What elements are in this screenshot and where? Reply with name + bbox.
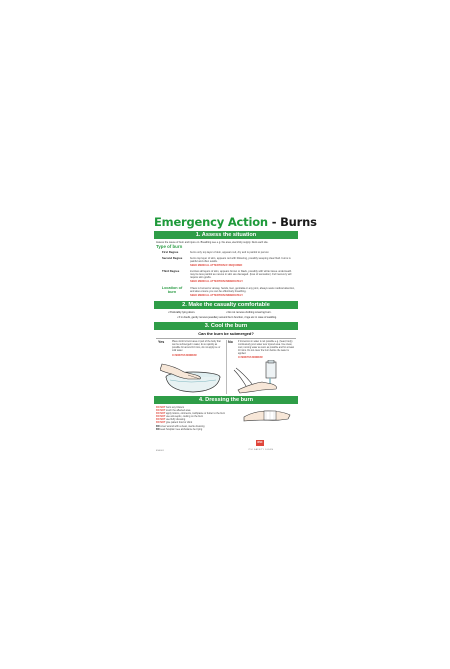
section-cool-header: 3. Cool the burn — [154, 322, 298, 330]
cool-question: Can the burn be submerged? — [198, 331, 254, 336]
comfort-line-2: • If in doubt, gently remove jewellery around burn function, ringe etc in case of swelling. — [177, 316, 277, 319]
comfort-jewellery: If in doubt, gently remove jewellery around burn function, ringe etc in case of swelling. — [178, 316, 277, 319]
dont-text: give patient food or drink — [165, 421, 193, 424]
section-dressing-header: 4. Dressing the burn — [154, 396, 298, 404]
first-degree-text: burns only top layer of skin, appears red, dry and is painful to person — [190, 251, 269, 254]
section-comfort-header: 2. Make the casualty comfortable — [154, 301, 298, 309]
burns-poster — [154, 214, 317, 455]
title-burns: Burns — [280, 215, 317, 229]
hand-in-bowl-illustration — [160, 360, 222, 394]
third-degree-text: involves all layers of skin, appears brown or black, possibly with white tissue underneath. may be less painful as nerves in skin are damaged. (loss of sensation). Full recovery will require skin grafts. — [190, 270, 292, 280]
second-degree-label: Second Degree — [162, 256, 183, 260]
dressing-list — [156, 406, 242, 431]
no-warning: 10 MINUTES MINIMUM — [238, 357, 263, 359]
brand-logo: RSC — [257, 441, 263, 444]
cool-column-divider — [226, 340, 227, 394]
bandaged-hand-illustration — [242, 405, 294, 423]
yes-label: Yes — [158, 340, 165, 344]
section-assess-header: 1. Assess the situation — [154, 231, 298, 239]
comfort-lying-down: Preferably lying down. — [169, 311, 196, 314]
dont-text: burst any blisters — [165, 406, 185, 409]
list-item — [156, 421, 242, 424]
comfort-line-1b: • Do not remove clothing covering burn. — [226, 311, 272, 314]
location-warning: SEEK MEDICAL ATTENTION IMMEDIATELY — [190, 294, 243, 297]
no-text: If immersion in water is not possible e.g. (head, body) continuously pour water over injured area. Use clean, cool, running water as soon as possible and for at least 10 mins. Do not cover the burn before the water is applied. — [238, 341, 295, 355]
third-degree-label: Third Degree — [162, 269, 180, 273]
comfort-line-1a: • Preferably lying down. — [168, 311, 196, 314]
third-degree-warning: SEEK MEDICAL ATTENTION IMMEDIATELY — [190, 280, 243, 283]
dont-tag: DO NOT — [156, 418, 166, 421]
title-emergency-action: Emergency Action — [154, 215, 268, 229]
do-tag: DO — [156, 425, 160, 428]
second-degree-text: burns top layer of skin, appears red with blistering, possibly weeping clear fluid. burns is painful and often swells. — [190, 257, 291, 264]
location-text: If face is burned or airway, hands, feet, genitalia or any joint, always seek medical attention, and also ensure you can be effectively breathing. — [190, 287, 295, 294]
dont-tag: DO NOT — [156, 406, 166, 409]
dont-tag: DO NOT — [156, 421, 166, 424]
product-code: ES0001 — [156, 450, 164, 452]
no-label: No — [228, 340, 233, 344]
do-text: cover wound with a clean, sterile dressing — [160, 425, 205, 428]
dont-text: apply lotions, ointments, toothpaste or butter to the burn — [165, 412, 226, 415]
type-of-burn-heading: Type of burn — [156, 244, 183, 249]
do-tag: DO — [156, 428, 160, 431]
yes-text: Place victim's burnt area or part of the body that can be submerged in water, do so quickly as possible for around 10 mins, do not apply ice or cold water. — [172, 341, 221, 352]
list-item — [156, 428, 242, 431]
title-separator: - — [267, 215, 281, 229]
dont-tag: DO NOT — [156, 409, 166, 412]
assess-intro: Assess the cause of burn and injure on. Breathing see e.g. fire area, electricity supply. Dent each site. — [156, 241, 269, 244]
location-of-burn-heading: Location of burn — [161, 286, 183, 294]
dont-text: touch the affected area — [165, 409, 191, 412]
first-degree-label: First Degree — [162, 250, 179, 254]
yes-warning: 10 MINUTES MINIMUM — [172, 355, 197, 357]
poster-title — [154, 214, 317, 230]
dont-tag: DO NOT — [156, 412, 166, 415]
dont-text: use fluffy dressing — [165, 418, 186, 421]
do-text: seek hospital / see ambulance be trying — [160, 428, 203, 431]
arm-under-tap-illustration — [232, 360, 294, 394]
brand-name: PSI SAFETY SIGNS — [248, 449, 274, 451]
dont-text: use anti-septic, cooling on the burn — [165, 415, 204, 418]
dont-tag: DO NOT — [156, 415, 166, 418]
second-degree-warning: SEEK MEDICAL ATTENTION IF REQUIRED — [190, 264, 243, 267]
cool-divider — [156, 338, 296, 339]
comfort-clothing: Do not remove clothing covering burn. — [227, 311, 272, 314]
